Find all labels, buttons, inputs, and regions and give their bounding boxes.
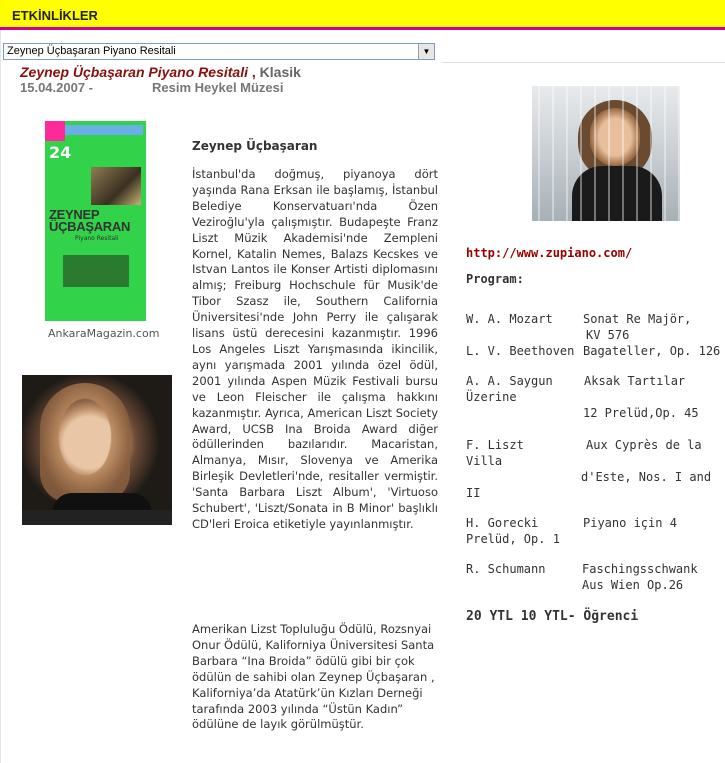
section-title: ETKİNLİKLER <box>12 8 98 23</box>
program-heading: Program: <box>466 272 524 286</box>
event-title: Zeynep Üçbaşaran Piyano Resitali <box>20 64 248 80</box>
artist-photo-fountain <box>532 86 680 221</box>
chevron-down-icon[interactable]: ▼ <box>418 44 434 59</box>
bio-paragraph-1: İstanbul'da doğmuş, piyanoya dört yaşında Rana Erksan ile başlamış, İstanbul Belediye Konservatuarı'nda Özen Veziroğlu'yla çalışmıştır. Budapeşte Franz Liszt Müzik Akademisi'nde Zempleni Kornel, Katalin Nemes, Balazs Kecskes ve Istvan Lantos ile Konser Artisti diplomasını almış; Freiburg Hochschule für Musik'de Tibor Szasz ile, Southern California Üniversitesi'nde John Perry ile çalışarak lisans üstü derecesini kazanmıştır. 1996 Los Angeles Liszt Yarışmasında ikincilik, aynı yarışmada 2001 yılında özel ödül, 2001 yılında Aspen Müzik Festivali bursu ve Leon Fleischer ile çalışma hakkını kazanmıştır. Ayrıca, American Liszt Society Award, UCSB Ina Broida Award diğer ödüllerinden bazılarıdır. Macaristan, Almanya, Mısır, Slovenya ve Amerika Birleşik Devletleri'nde, resitaller vermiştir. 'Santa Barbara Liszt Album', 'Virtuoso Schubert', 'Liszt/Sonata in B Minor' başlıklı CD'leri Eroica etiketiyle yayınlanmıştır. <box>192 167 438 531</box>
program-work: Sonat Re Majör, <box>583 312 692 326</box>
event-genre: Klasik <box>259 64 301 80</box>
poster-info-box <box>63 255 129 287</box>
program-work: KV 576 <box>586 328 630 342</box>
program-work: Aksak Tartılar <box>584 374 686 388</box>
program-work: Bagateller, Op. 126 <box>583 344 721 358</box>
event-poster <box>45 121 146 321</box>
program-work: d'Este, Nos. I and <box>581 470 712 484</box>
program-work: Faschingsschwank <box>582 562 698 576</box>
program-composer: H. Gorecki <box>466 516 539 530</box>
poster-strip <box>65 125 143 135</box>
program-work: Aux Cyprès de la <box>586 438 702 452</box>
program-composer: II <box>466 486 481 500</box>
program-composer: F. Liszt <box>466 438 524 452</box>
bio-heading: Zeynep Üçbaşaran <box>192 139 318 153</box>
poster-photo <box>91 167 141 205</box>
poster-corner <box>45 121 65 141</box>
left-border <box>0 30 1 763</box>
program-composer: A. A. Saygun <box>466 374 553 388</box>
program-work: Aus Wien Op.26 <box>582 578 684 592</box>
program-composer: Prelüd, Op. 1 <box>466 532 560 546</box>
artist-photo-piano <box>22 375 172 525</box>
website-link[interactable]: http://www.zupiano.com/ <box>466 246 633 260</box>
program-work: 12 Prelüd,Op. 45 <box>583 406 699 420</box>
photo-fountain <box>532 86 680 221</box>
event-date: 15.04.2007 - <box>20 80 94 95</box>
bio-paragraph-2: Amerikan Lizst Topluluğu Ödülü, Rozsnyai Onur Ödülü, Kaliforniya Üniversitesi Santa Barbara “Ina Broida” ödülü gibi bir çok ödülün de sahibi olan Zeynep Üçbaşaran , Kaliforniya’da Atatürk’ün Kızları Derneği tarafında 2003 yılında “Üstün Kadın” ödülüne de layık görülmüştür. <box>192 622 435 732</box>
program-composer: L. V. Beethoven <box>466 344 575 358</box>
poster-caption: AnkaraMagazin.com <box>48 327 160 340</box>
event-venue: Resim Heykel Müzesi <box>152 80 284 95</box>
divider-line <box>442 62 725 63</box>
ticket-price: 20 YTL 10 YTL- Öğrenci <box>466 609 639 624</box>
event-select[interactable] <box>3 43 435 60</box>
program-work: Piyano için 4 <box>583 516 677 530</box>
program-composer: Üzerine <box>466 390 517 404</box>
event-select-value: Zeynep Üçbaşaran Piyano Resitali <box>7 45 176 57</box>
program-composer: R. Schumann <box>466 562 546 576</box>
event-title-line <box>20 64 301 80</box>
poster-name: ZEYNEP ÜÇBAŞARAN <box>49 207 131 234</box>
photo-piano <box>22 510 172 525</box>
poster-subtitle: Piyano Resitali <box>75 235 119 242</box>
photo-hair <box>40 383 130 503</box>
poster-number: 24 <box>49 143 72 162</box>
program-composer: W. A. Mozart <box>466 312 553 326</box>
title-comma: , <box>251 64 256 80</box>
program-composer: Villa <box>466 454 503 468</box>
header-bar <box>0 0 725 30</box>
